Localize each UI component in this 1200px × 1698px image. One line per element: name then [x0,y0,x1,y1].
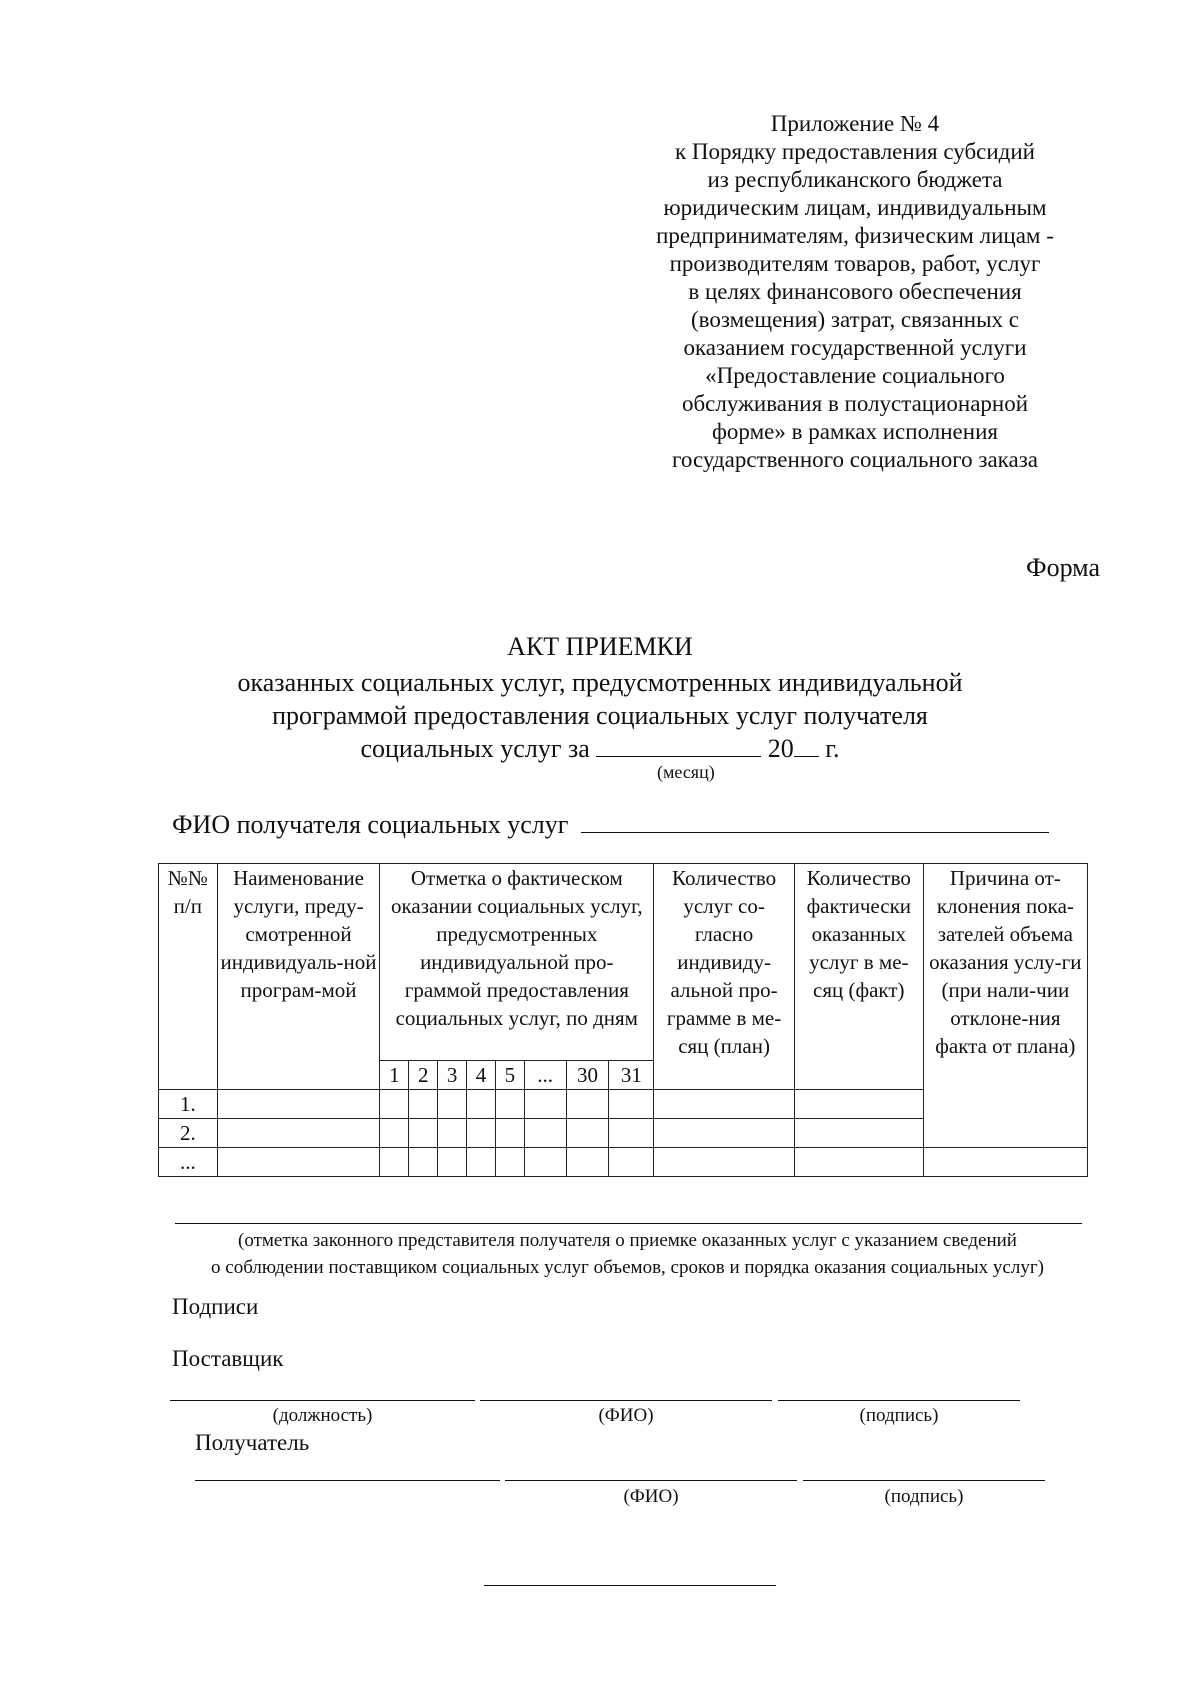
header-reason: Причина от-клонения пока-зателей объема оказания услу-ги (при нали-чии отклоне-ния факта от плана) [923,864,1087,1148]
header-service: Наименование услуги, преду-смотренной индивидуаль-ной програм-мой [217,864,380,1090]
row-number: 1. [159,1090,218,1119]
recipient-fio-label: ФИО получателя социальных услуг [172,810,569,839]
note-line1: (отметка законного представителя получателя о приемке оказанных услуг с указанием сведений [238,1230,1017,1251]
year-field[interactable] [794,734,819,757]
table-cell[interactable] [217,1148,380,1177]
recipient-fio-row [172,810,1049,840]
header-num: №№ п/п [159,864,218,1090]
supplier-fio-line[interactable] [480,1400,772,1401]
table-cell[interactable] [409,1119,438,1148]
appendix-line: оказанием государственной услуги [683,335,1027,360]
day-header: 5 [495,1061,524,1090]
appendix-line: «Предоставление социального [705,363,1005,388]
recipient-position-line[interactable] [195,1480,500,1481]
appendix-line: Приложение № 4 [770,111,940,136]
appendix-line: юридическим лицам, индивидуальным [663,195,1047,220]
table-cell[interactable] [438,1119,467,1148]
table-cell[interactable] [438,1148,467,1177]
table-cell[interactable] [609,1148,654,1177]
recipient-sign-caption: (подпись) [884,1486,964,1507]
recipient-fio-field[interactable] [581,810,1049,833]
table-cell[interactable] [409,1148,438,1177]
table-row [159,1148,1088,1177]
appendix-line: из республиканского бюджета [707,167,1003,192]
table-cell[interactable] [380,1090,409,1119]
month-field[interactable] [596,734,761,757]
table-cell[interactable] [654,1119,795,1148]
day-header: 31 [609,1061,654,1090]
appendix-line: предпринимателям, физическим лицам - [656,223,1054,248]
table-cell[interactable] [217,1119,380,1148]
note-line2: о соблюдении поставщиком социальных услуг объемов, сроков и порядка оказания социальных услуг) [211,1257,1044,1278]
row-number: 2. [159,1119,218,1148]
table-cell[interactable] [495,1119,524,1148]
signatures-heading: Подписи [172,1294,259,1319]
table-header-row [159,864,1088,1061]
supplier-position-line[interactable] [170,1400,475,1401]
table-cell[interactable] [380,1148,409,1177]
bottom-line[interactable] [484,1585,776,1586]
table-cell[interactable] [380,1119,409,1148]
supplier-sign-line[interactable] [778,1400,1020,1401]
representative-note-line[interactable] [175,1223,1082,1224]
table-cell[interactable] [467,1148,496,1177]
appendix-line: форме» в рамках исполнения [712,419,998,444]
table-cell[interactable] [524,1119,566,1148]
day-header: 1 [380,1061,409,1090]
table-cell[interactable] [566,1148,609,1177]
period-prefix: социальных услуг за [360,734,590,763]
year-suffix: г. [825,734,840,763]
table-cell[interactable] [609,1119,654,1148]
act-subtitle-line1: оказанных социальных услуг, предусмотренных индивидуальной [237,668,963,697]
appendix-line: производителям товаров, работ, услуг [669,251,1041,276]
representative-note-caption [160,1227,1095,1281]
services-table [158,863,1088,1177]
day-header: 30 [566,1061,609,1090]
row-number: ... [159,1148,218,1177]
table-cell[interactable] [654,1090,795,1119]
table-cell[interactable] [495,1090,524,1119]
appendix-block [600,110,1110,474]
day-header: 3 [438,1061,467,1090]
table-cell[interactable] [409,1090,438,1119]
header-marks: Отметка о фактическом оказании социальных услуг, предусмотренных индивидуальной про-граммой предоставления социальных услуг, по дням [380,864,654,1061]
table-cell[interactable] [217,1090,380,1119]
table-cell[interactable] [566,1119,609,1148]
appendix-line: в целях финансового обеспечения [688,279,1022,304]
table-cell[interactable] [566,1090,609,1119]
supplier-label: Поставщик [172,1346,284,1371]
recipient-fio-line[interactable] [505,1480,797,1481]
table-cell[interactable] [524,1148,566,1177]
appendix-line: обслуживания в полустационарной [681,391,1029,416]
day-header: ... [524,1061,566,1090]
appendix-line: (возмещения) затрат, связанных с [690,307,1020,332]
table-cell[interactable] [467,1119,496,1148]
act-title: АКТ ПРИЕМКИ [507,632,693,661]
act-subtitle [150,666,1050,765]
day-header: 4 [467,1061,496,1090]
recipient-label: Получатель [195,1430,310,1455]
table-cell[interactable] [794,1148,923,1177]
table-cell[interactable] [794,1119,923,1148]
table-cell[interactable] [654,1148,795,1177]
day-header: 2 [409,1061,438,1090]
recipient-fio-caption: (ФИО) [623,1486,679,1507]
fio-caption: (ФИО) [598,1405,654,1426]
appendix-line: к Порядку предоставления субсидий [675,139,1035,164]
year-prefix: 20 [767,734,794,763]
table-cell[interactable] [467,1090,496,1119]
act-subtitle-line3 [150,732,1050,765]
table-cell[interactable] [794,1090,923,1119]
sign-caption: (подпись) [859,1405,939,1426]
recipient-sign-line[interactable] [803,1480,1045,1481]
table-cell[interactable] [524,1090,566,1119]
appendix-line: государственного социального заказа [672,447,1038,472]
act-subtitle-line2: программой предоставления социальных услуг получателя [272,701,928,730]
form-label: Форма [1026,553,1100,582]
table-cell[interactable] [609,1090,654,1119]
position-caption: (должность) [272,1405,373,1426]
table-cell[interactable] [438,1090,467,1119]
month-caption: (месяц) [657,762,715,782]
table-cell[interactable] [923,1148,1087,1177]
table-cell[interactable] [495,1148,524,1177]
header-fact: Количество фактически оказанных услуг в ме-сяц (факт) [794,864,923,1090]
header-plan: Количество услуг со-гласно индивиду-альной про-грамме в ме-сяц (план) [654,864,795,1090]
